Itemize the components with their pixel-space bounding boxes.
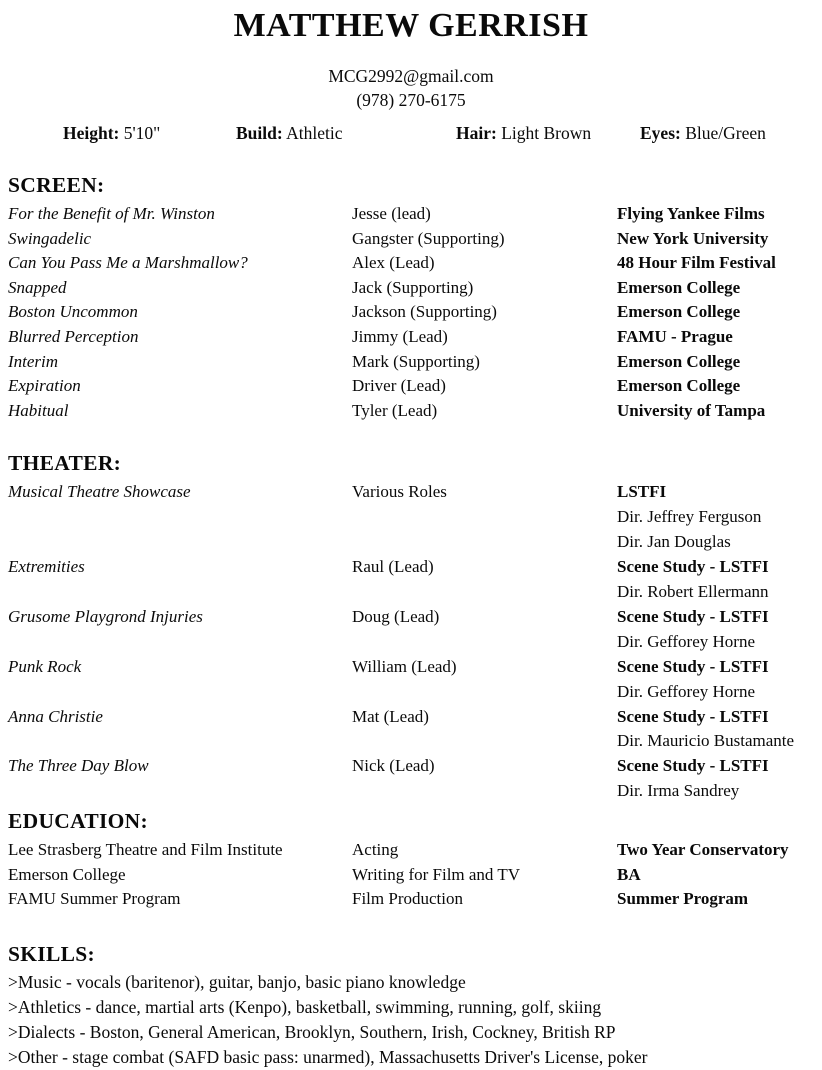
screen-title: Habitual <box>8 400 69 420</box>
theater-role: William (Lead) <box>352 656 457 676</box>
theater-role: Various Roles <box>352 482 447 502</box>
screen-role: Jesse (lead) <box>352 204 431 223</box>
screen-role: Jackson (Supporting) <box>352 302 497 322</box>
screen-title: Swingadelic <box>8 228 92 248</box>
page-title: MATTHEW GERRISH <box>233 7 589 44</box>
screen-company: Emerson College <box>617 277 741 297</box>
screen-company: New York University <box>617 228 769 248</box>
screen-table <box>8 199 814 423</box>
theater-director: Dir. Gefforey Horne <box>617 631 756 651</box>
theater-title-spacer <box>8 580 352 605</box>
theater-director: Dir. Gefforey Horne <box>617 681 756 701</box>
screen-company: FAMU - Prague <box>617 326 733 346</box>
contact-email: MCG2992@gmail.com <box>328 66 494 86</box>
theater-credit: Scene Study - LSTFI <box>617 557 769 577</box>
screen-company: 48 Hour Film Festival <box>617 253 776 273</box>
theater-section-heading: THEATER: <box>8 451 122 476</box>
theater-credit: Scene Study - LSTFI <box>617 706 769 726</box>
screen-company: Flying Yankee Films <box>617 204 765 223</box>
screen-title: Snapped <box>8 277 67 297</box>
screen-role: Mark (Supporting) <box>352 351 480 371</box>
screen-role: Driver (Lead) <box>352 376 446 396</box>
theater-role-spacer <box>352 779 617 804</box>
screen-company: Emerson College <box>617 302 741 322</box>
skills-item: >Other - stage combat (SAFD basic pass: unarmed), Massachusetts Driver's License, poker <box>8 1046 648 1067</box>
theater-role-spacer <box>352 630 617 655</box>
screen-title: Blurred Perception <box>8 326 139 346</box>
theater-title: Musical Theatre Showcase <box>8 482 191 502</box>
theater-credit: Scene Study - LSTFI <box>617 756 769 776</box>
skills-item: >Dialects - Boston, General American, Brooklyn, Southern, Irish, Cockney, British RP <box>8 1021 616 1042</box>
screen-section-heading: SCREEN: <box>8 173 105 197</box>
theater-role-spacer <box>352 680 617 705</box>
stat-build: Build: Athletic <box>236 123 343 143</box>
stat-hair: Hair: Light Brown <box>456 123 592 143</box>
education-table <box>8 835 814 912</box>
theater-title-spacer <box>8 630 352 655</box>
screen-role: Alex (Lead) <box>352 253 435 273</box>
theater-title-spacer <box>8 680 352 705</box>
theater-director: Dir. Mauricio Bustamante <box>617 731 795 751</box>
skills-item: >Athletics - dance, martial arts (Kenpo), basketball, swimming, running, golf, skiing <box>8 996 602 1017</box>
theater-title: Punk Rock <box>8 656 82 676</box>
screen-company: Emerson College <box>617 351 741 371</box>
theater-title: Extremities <box>8 557 85 577</box>
theater-table <box>8 477 814 804</box>
education-school: Lee Strasberg Theatre and Film Institute <box>8 840 283 860</box>
screen-title: Can You Pass Me a Marshmallow? <box>8 253 248 273</box>
screen-title: Expiration <box>8 376 81 396</box>
skills-item: >Music - vocals (baritenor), guitar, banjo, basic piano knowledge <box>8 971 466 992</box>
theater-role: Raul (Lead) <box>352 557 434 577</box>
stats-row <box>8 123 814 147</box>
stat-eyes: Eyes: Blue/Green <box>640 123 766 143</box>
education-program: Writing for Film and TV <box>352 864 521 884</box>
screen-role: Jimmy (Lead) <box>352 326 448 346</box>
screen-company: Emerson College <box>617 376 741 396</box>
education-program: Acting <box>352 840 399 860</box>
screen-title: Interim <box>8 351 59 371</box>
theater-title-spacer <box>8 530 352 555</box>
theater-role: Doug (Lead) <box>352 606 440 626</box>
education-program: Film Production <box>352 889 463 909</box>
contact-block <box>8 64 814 112</box>
theater-title: Anna Christie <box>8 706 103 726</box>
theater-title: Grusome Playgrond Injuries <box>8 606 203 626</box>
theater-director: Dir. Robert Ellermann <box>617 581 769 601</box>
theater-credit: Scene Study - LSTFI <box>617 606 769 626</box>
skills-section-heading: SKILLS: <box>8 941 95 966</box>
education-degree: Summer Program <box>617 889 749 909</box>
theater-credit: LSTFI <box>617 482 667 502</box>
screen-company: University of Tampa <box>617 400 766 420</box>
theater-director: Dir. Jeffrey Ferguson <box>617 507 762 527</box>
screen-role: Tyler (Lead) <box>352 400 438 420</box>
education-section-heading: EDUCATION: <box>8 809 148 834</box>
theater-credit: Scene Study - LSTFI <box>617 656 769 676</box>
education-school: FAMU Summer Program <box>8 889 181 909</box>
theater-role: Nick (Lead) <box>352 756 435 776</box>
education-degree: Two Year Conservatory <box>617 840 789 860</box>
theater-role-spacer <box>352 580 617 605</box>
contact-phone: (978) 270-6175 <box>356 90 466 110</box>
theater-role: Mat (Lead) <box>352 706 429 726</box>
stat-height: Height: 5'10" <box>63 123 161 143</box>
theater-title: The Three Day Blow <box>8 756 149 776</box>
screen-title: Boston Uncommon <box>8 302 138 322</box>
theater-role-spacer <box>352 729 617 754</box>
theater-title-spacer <box>8 729 352 754</box>
education-degree: BA <box>617 864 641 884</box>
screen-role: Gangster (Supporting) <box>352 228 505 248</box>
skills-list <box>8 968 814 1070</box>
theater-role-spacer <box>352 530 617 555</box>
theater-title-spacer <box>8 779 352 804</box>
theater-title-spacer <box>8 505 352 530</box>
screen-role: Jack (Supporting) <box>352 277 474 297</box>
theater-director: Dir. Irma Sandrey <box>617 781 740 801</box>
theater-role-spacer <box>352 505 617 530</box>
education-school: Emerson College <box>8 864 126 884</box>
theater-director: Dir. Jan Douglas <box>617 532 731 552</box>
screen-title: For the Benefit of Mr. Winston <box>8 204 215 223</box>
